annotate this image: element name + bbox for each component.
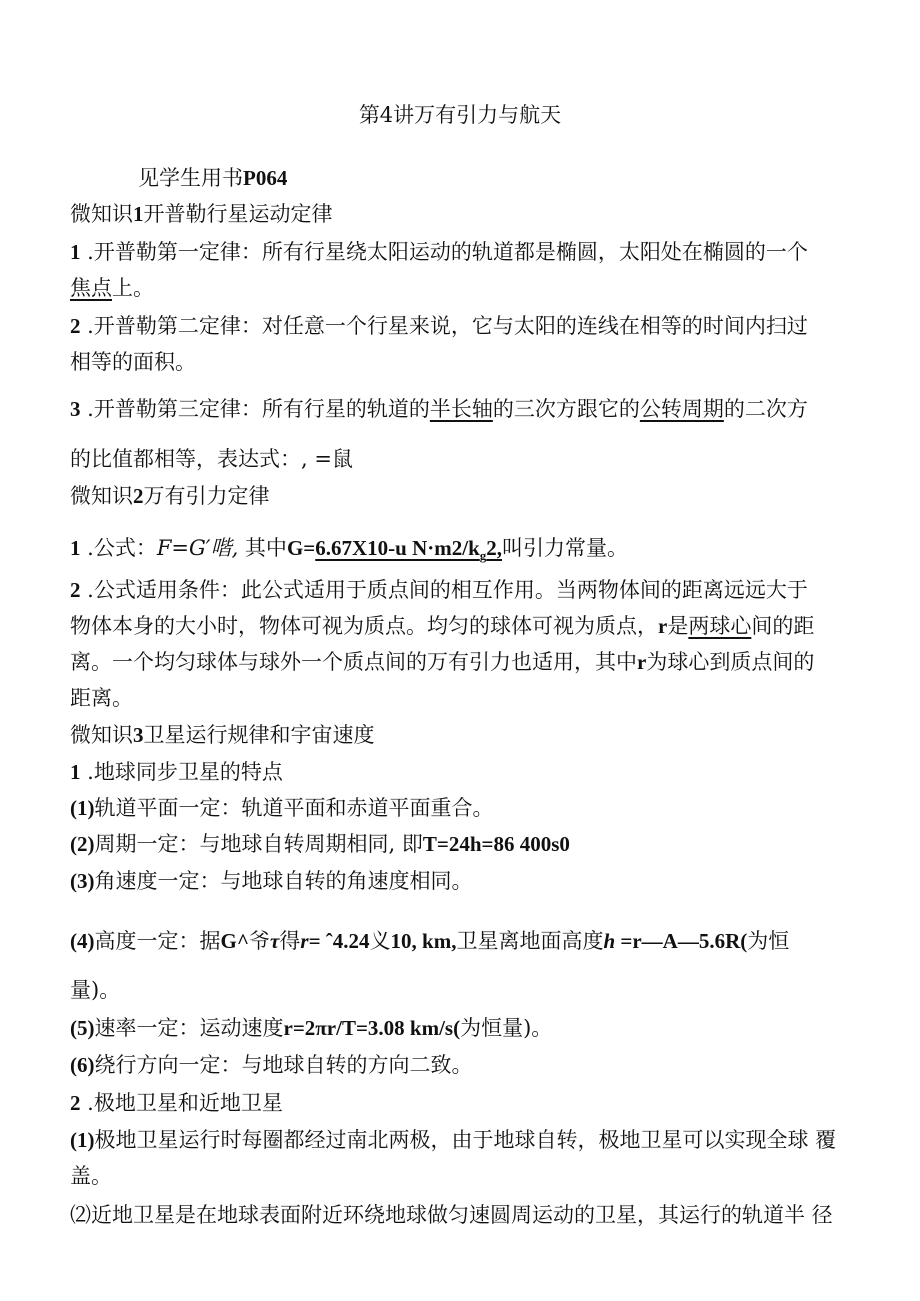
sync-point-2: (2)周期一定：与地球自转周期相同, 即T=24h=86 400s0 xyxy=(70,832,570,856)
heading-number: 1 xyxy=(133,202,144,226)
sync-satellite-heading: 1 .地球同步卫星的特点 xyxy=(70,760,283,784)
ref-page: P064 xyxy=(243,166,288,190)
heading-text: 卫星运行规律和宇宙速度 xyxy=(143,723,375,747)
item-number: (2) xyxy=(70,832,95,856)
polar-point-2: ⑵近地卫星是在地球表面附近环绕地球做匀速圆周运动的卫星，其运行的轨道半 径 xyxy=(70,1203,833,1227)
item-number: (5) xyxy=(70,1016,95,1040)
formula-conditions-cont: 距离。 xyxy=(70,686,133,710)
item-text: 上。 xyxy=(112,276,154,300)
item-text: 的二次方 xyxy=(723,397,808,421)
heading-prefix: 微知识 xyxy=(70,484,133,508)
answer-blank: 焦点 xyxy=(70,276,112,300)
formula-conditions-cont: 离。一个均匀球体与球外一个质点间的万有引力也适用，其中r为球心到质点间的 xyxy=(70,650,815,674)
heading-number: 3 xyxy=(133,723,144,747)
sync-point-4: (4)高度一定：据G^爷τ得r= ˆ4.24义10, km,卫星离地面高度h =r—A—5.6R(为恒 xyxy=(70,929,790,953)
constant-value: 6.67X10-u $N\cdot m2/k_g2$, xyxy=(315,536,503,564)
item-number: (3) xyxy=(70,869,95,893)
sync-point-5: (5)速率一定：运动速度r=2πr/T=3.08 km/s(为恒量)。 xyxy=(70,1016,553,1040)
formula-conditions xyxy=(70,575,860,605)
item-text: 叫引力常量。 xyxy=(502,536,629,560)
item-number: 1 xyxy=(70,760,81,784)
formula: F=G′喈, xyxy=(156,536,239,560)
item-number: 3 xyxy=(70,397,81,421)
page-title: 第4讲万有引力与航天 xyxy=(358,103,562,127)
item-text: .开普勒第一定律：所有行星绕太阳运动的轨道都是椭圆，太阳处在椭圆的一个 xyxy=(80,240,808,264)
item-number: 2 xyxy=(70,314,81,338)
polar-point-1-cont: 盖。 xyxy=(70,1164,112,1188)
heading-prefix: 微知识 xyxy=(70,202,133,226)
item-number: 2 xyxy=(70,578,81,602)
section-heading-3 xyxy=(70,720,860,750)
kepler-law-2 xyxy=(70,311,860,341)
item-text: .公式： xyxy=(80,536,157,560)
heading-text: 开普勒行星运动定律 xyxy=(143,202,333,226)
heading-number: 2 xyxy=(133,484,144,508)
item-text: 的三次方跟它的 xyxy=(492,397,640,421)
answer-blank: 公转周期 xyxy=(639,397,724,421)
item-text: 其中 xyxy=(238,536,287,560)
polar-point-1: (1)极地卫星运行时每圈都经过南北两极，由于地球自转，极地卫星可以实现全球 覆 xyxy=(70,1128,837,1152)
heading-prefix: 微知识 xyxy=(70,723,133,747)
formula-conditions-cont: 物体本身的大小时，物体可视为质点。均匀的球体可视为质点，r是两球心间的距 xyxy=(70,614,815,638)
item-text: .公式适用条件：此公式适用于质点间的相互作用。当两物体间的距离远远大于 xyxy=(80,578,808,602)
item-number: 1 xyxy=(70,240,81,264)
item-number: (4) xyxy=(70,929,95,953)
item-number: 2 xyxy=(70,1091,81,1115)
item-number: (1) xyxy=(70,1128,95,1152)
kepler-law-3 xyxy=(70,394,860,424)
ref-text: 见学生用书 xyxy=(138,166,243,190)
answer-blank: 两球心 xyxy=(688,614,752,638)
polar-satellite-heading: 2 .极地卫星和近地卫星 xyxy=(70,1091,283,1115)
sync-point-4-cont: 量)。 xyxy=(70,978,121,1002)
sync-point-6: (6)绕行方向一定：与地球自转的方向二致。 xyxy=(70,1053,473,1077)
kepler-law-1 xyxy=(70,237,860,267)
item-number: ⑵ xyxy=(70,1203,91,1227)
heading-text: 万有引力定律 xyxy=(143,484,270,508)
item-number: (6) xyxy=(70,1053,95,1077)
kepler-law-1-cont xyxy=(70,273,860,303)
item-text: .开普勒第二定律：对任意一个行星来说，它与太阳的连线在相等的时间内扫过 xyxy=(80,314,808,338)
kepler-law-2-cont: 相等的面积。 xyxy=(70,350,196,374)
answer-blank: 半长轴 xyxy=(429,397,493,421)
constant-symbol: G= xyxy=(286,536,316,560)
item-number: 1 xyxy=(70,536,81,560)
section-heading-2 xyxy=(70,481,860,511)
section-heading-1 xyxy=(70,199,860,229)
gravitation-formula xyxy=(70,533,860,571)
sync-point-3: (3)角速度一定：与地球自转的角速度相同。 xyxy=(70,869,473,893)
reference-line xyxy=(138,163,860,193)
item-text: .开普勒第三定律：所有行星的轨道的 xyxy=(80,397,430,421)
item-number: (1) xyxy=(70,796,95,820)
sync-point-1: (1)轨道平面一定：轨道平面和赤道平面重合。 xyxy=(70,796,494,820)
kepler-law-3-cont: 的比值都相等，表达式：, =鼠 xyxy=(70,447,353,471)
